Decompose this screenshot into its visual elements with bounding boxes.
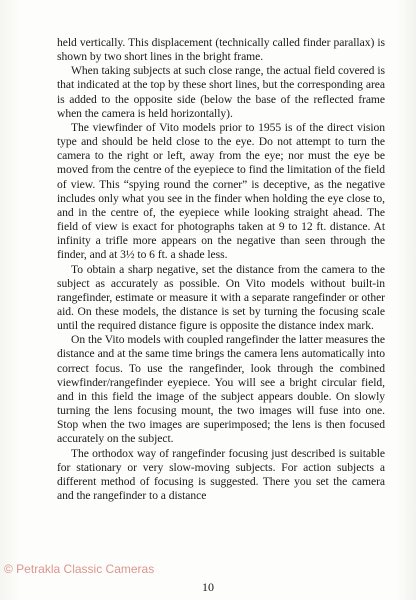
paragraph: The orthodox way of rangefinder focusing just described is suitable for stationary or very slow-moving subjects. For action subjects a different method of focusing is suggested. There you set the camera and the rangefinder to a distance bbox=[57, 446, 385, 502]
copyright-watermark: © Petrakla Classic Cameras bbox=[4, 562, 155, 576]
paragraph: To obtain a sharp negative, set the distance from the camera to the subject as accurately as possible. On Vito models without built-in rangefinder, estimate or measure it with a separate rangefinder or other aid. On these models, the distance is set by turning the focusing scale until the required distance figure is opposite the distance index mark. bbox=[57, 262, 385, 333]
paragraph: The viewfinder of Vito models prior to 1955 is of the direct vision type and should be held close to the eye. Do not attempt to turn the camera to the right or left, away from the eye; nor must the eye be moved from the centre of the eyepiece to find the limitation of the field of view. This “spying round the corner” is deceptive, as the negative includes only what you see in the finder when holding the eye close to, and in the centre of, the eyepiece while looking straight ahead. The field of view is exact for photographs taken at 9 to 12 ft. distance. At infinity a trifle more appears on the negative than seen through the finder, and at 3½ to 6 ft. a shade less. bbox=[57, 120, 385, 262]
paragraph: When taking subjects at such close range, the actual field covered is that indicated at the top by these short lines, but the corresponding area is added to the opposite side (below the base of the reflected frame when the camera is held horizontally). bbox=[57, 64, 385, 120]
page-number: 10 bbox=[202, 580, 214, 594]
paragraph: On the Vito models with coupled rangefinder the latter measures the distance and at the same time brings the camera lens automatically into correct focus. To use the rangefinder, look through the combined viewfinder/rangefinder eyepiece. You will see a bright circular field, and in this field the image of the subject appears double. On slowly turning the lens focusing mount, the two images will fuse into one. Stop when the two images are superimposed; the lens is then focused accurately on the subject. bbox=[57, 333, 385, 446]
body-text bbox=[57, 36, 385, 503]
paragraph: held vertically. This displacement (technically called finder parallax) is shown by two short lines in the bright frame. bbox=[57, 36, 385, 64]
